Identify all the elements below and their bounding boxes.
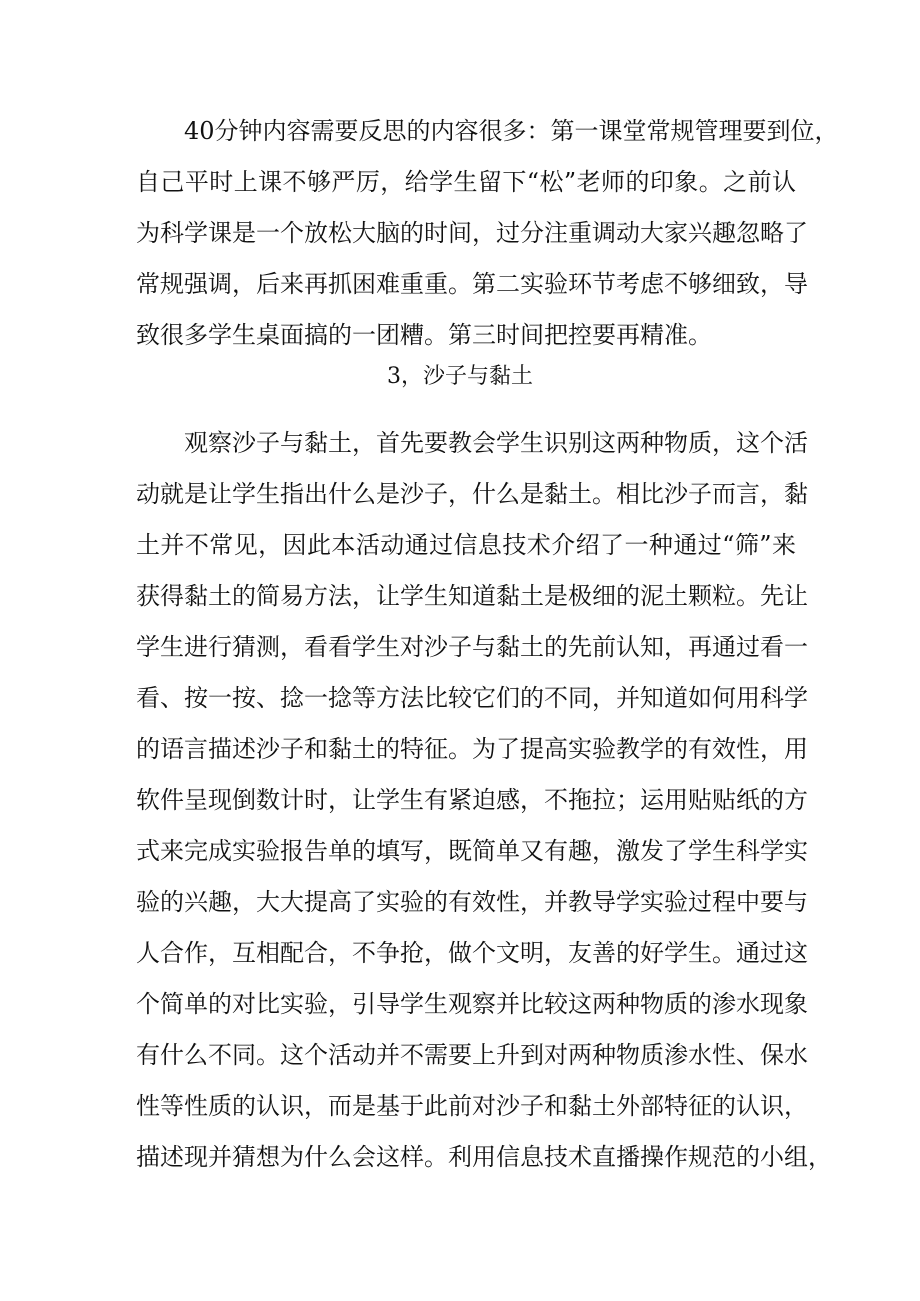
paragraph-line: 描述现并猜想为什么会这样。利用信息技术直播操作规范的小组， bbox=[136, 1143, 832, 1171]
paragraph-line: 40分钟内容需要反思的内容很多：第一课堂常规管理要到位， bbox=[184, 117, 839, 145]
paragraph-line: 有什么不同。这个活动并不需要上升到对两种物质渗水性、保水 bbox=[136, 1041, 808, 1069]
paragraph-sand-and-clay bbox=[136, 418, 832, 1183]
section-heading: 3，沙子与黏土 bbox=[387, 364, 533, 389]
paragraph-line: 常规强调，后来再抓困难重重。第二实验环节考虑不够细致，导 bbox=[136, 270, 808, 298]
paragraph-line: 自己平时上课不够严厉，给学生留下“松”老师的印象。之前认 bbox=[136, 168, 796, 196]
paragraph-line: 的语言描述沙子和黏土的特征。为了提高实验教学的有效性，用 bbox=[136, 735, 808, 763]
paragraph-line: 土并不常见，因此本活动通过信息技术介绍了一种通过“筛”来 bbox=[136, 531, 796, 559]
paragraph-line: 学生进行猜测，看看学生对沙子与黏土的先前认知，再通过看一 bbox=[136, 633, 808, 661]
paragraph-line: 动就是让学生指出什么是沙子，什么是黏土。相比沙子而言，黏 bbox=[136, 480, 808, 508]
paragraph-line: 获得黏土的简易方法，让学生知道黏土是极细的泥土颗粒。先让 bbox=[136, 582, 808, 610]
paragraph-reflection bbox=[136, 106, 839, 361]
paragraph-line: 人合作，互相配合，不争抢，做个文明，友善的好学生。通过这 bbox=[136, 939, 808, 967]
paragraph-line: 软件呈现倒数计时，让学生有紧迫感，不拖拉；运用贴贴纸的方 bbox=[136, 786, 808, 814]
paragraph-line: 观察沙子与黏土，首先要教会学生识别这两种物质，这个活 bbox=[184, 429, 808, 457]
paragraph-line: 致很多学生桌面搞的一团糟。第三时间把控要再精准。 bbox=[136, 321, 712, 349]
paragraph-line: 验的兴趣，大大提高了实验的有效性，并教导学实验过程中要与 bbox=[136, 888, 808, 916]
paragraph-line: 为科学课是一个放松大脑的时间，过分注重调动大家兴趣忽略了 bbox=[136, 219, 808, 247]
paragraph-line: 看、按一按、捻一捻等方法比较它们的不同，并知道如何用科学 bbox=[136, 684, 808, 712]
paragraph-line: 个简单的对比实验，引导学生观察并比较这两种物质的渗水现象 bbox=[136, 990, 808, 1018]
paragraph-line: 性等性质的认识，而是基于此前对沙子和黏土外部特征的认识， bbox=[136, 1092, 808, 1120]
paragraph-line: 式来完成实验报告单的填写，既简单又有趣，激发了学生科学实 bbox=[136, 837, 808, 865]
